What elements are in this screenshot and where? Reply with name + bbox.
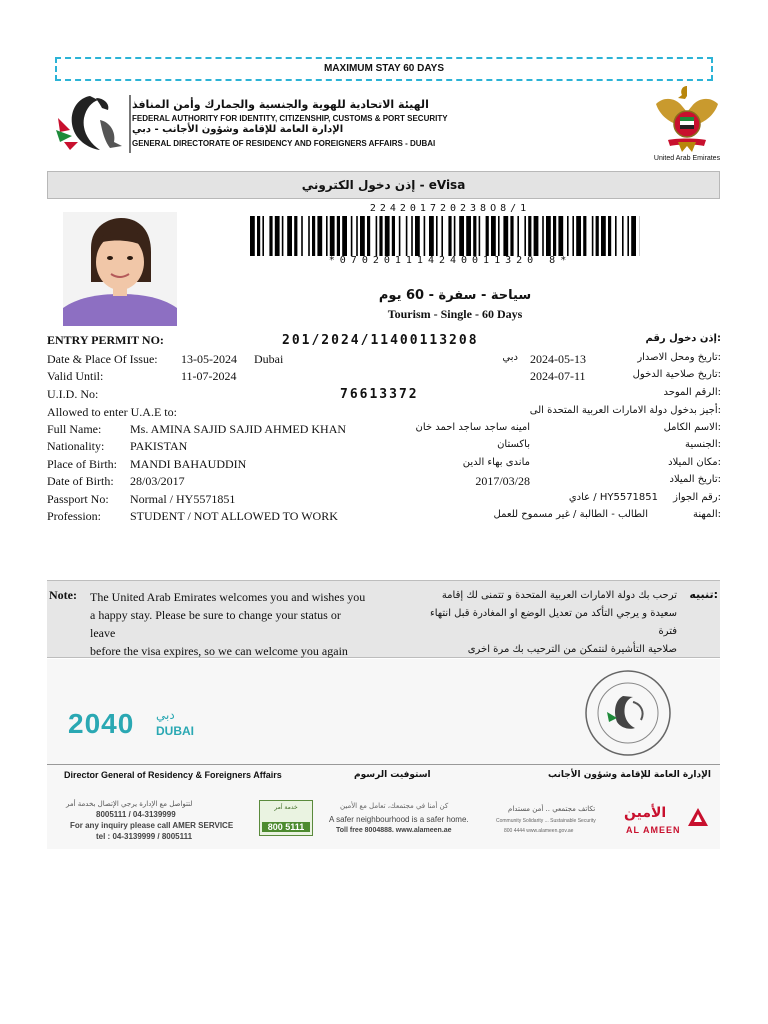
authority-divider <box>129 95 131 153</box>
barcode-top-number: 224201720238O8/1 <box>369 203 531 214</box>
valid-until-date-ar: 2024-07-11 <box>530 369 586 383</box>
note-label: Note: <box>49 588 77 602</box>
nationality-label: Nationality: <box>47 439 105 453</box>
uid-row <box>0 387 768 405</box>
community-slogan-en: Community Solidarity ... Sustainable Security <box>496 818 596 824</box>
passport-label: Passport No: <box>47 492 109 506</box>
visa-type-en: Tourism - Single - 60 Days <box>387 307 523 321</box>
profession-value-ar: الطالب - الطالبة / غير مسموح للعمل <box>493 509 648 520</box>
nationality-label-ar: الجنسية: <box>685 439 721 450</box>
profession-row <box>0 509 768 527</box>
uid-label: U.I.D. No: <box>47 387 99 401</box>
community-contact: 800 4444 www.alameen.gov.ae <box>504 828 574 834</box>
full-name-label: Full Name: <box>47 422 102 436</box>
place-of-birth-row <box>0 457 768 475</box>
profession-label-ar: المهنة: <box>693 509 721 520</box>
passport-label-ar: رقم الجواز: <box>673 492 721 503</box>
note-label-ar: تنبيه: <box>689 588 718 601</box>
amer-service-logo <box>259 800 313 836</box>
entry-permit-label-ar: إذن دخول رقم: <box>645 333 721 344</box>
dubai-logo-en: DUBAI <box>156 724 194 738</box>
barcode-bottom-number: *070201114240011320 8* <box>328 255 572 266</box>
community-slogan-ar: تكاتف مجتمعي .. أمن مستدام <box>508 805 596 813</box>
place-of-birth-label: Place of Birth: <box>47 457 117 471</box>
emblem-caption: United Arab Emirates <box>653 155 721 162</box>
nationality-value-ar: باكستان <box>497 439 530 450</box>
note-ar-line: صلاحية التأشيرة لنتمكن من الترحيب بك مرة اخرى <box>467 644 677 655</box>
ameen-slogan-en: A safer neighbourhood is a safer home. <box>329 815 469 824</box>
date-of-birth-label-ar: تاريخ الميلاد: <box>669 474 721 485</box>
entry-permit-row <box>0 333 768 351</box>
full-name-value: Ms. AMINA SAJID SAJID AHMED KHAN <box>130 422 347 436</box>
nationality-row <box>0 439 768 457</box>
directorate-name-ar: الإدارة العامة للإقامة وشؤون الأجانب - دبي <box>132 124 344 135</box>
nationality-value: PAKISTAN <box>130 439 188 453</box>
valid-until-date: 11-07-2024 <box>181 369 237 383</box>
ameen-slogan-ar: كن أمنا في مجتمعك، تعامل مع الأمين <box>340 802 449 810</box>
authority-name-ar: الهيئة الاتحادية للهوية والجنسية والجمارك وأمن المنافذ <box>132 98 429 111</box>
profession-label: Profession: <box>47 509 101 523</box>
valid-until-label: Valid Until: <box>47 369 104 383</box>
alameen-logo-en: AL AMEEN <box>626 825 681 835</box>
dubai-2040-logo: 2040 <box>68 708 135 739</box>
barcode <box>250 216 640 256</box>
uid-label-ar: الرقم الموحد: <box>663 387 721 398</box>
issue-date-ar: 2024-05-13 <box>530 352 586 366</box>
place-of-birth-label-ar: مكان الميلاد: <box>668 457 721 468</box>
entry-permit-number: 201/2024/11400113208 <box>282 333 479 348</box>
date-of-birth-label: Date of Birth: <box>47 474 114 488</box>
issue-place: Dubai <box>254 352 284 366</box>
fees-paid-label-ar: استوفيت الرسوم <box>354 770 431 780</box>
ameen-tollfree: Toll free 8004888. www.alameen.ae <box>336 827 452 834</box>
issue-place-ar: دبي <box>502 352 518 363</box>
valid-until-label-ar: تاريخ صلاحية الدخول: <box>632 369 721 380</box>
allowed-label: Allowed to enter U.A.E to: <box>47 405 177 419</box>
uae-emblem-icon <box>652 82 722 154</box>
date-of-birth-value-ar: 2017/03/28 <box>475 474 530 488</box>
passport-row <box>0 492 768 510</box>
note-en-line: The United Arab Emirates welcomes you and wishes you <box>90 590 366 604</box>
entry-permit-label: ENTRY PERMIT NO: <box>47 333 164 347</box>
note-ar-line: فترة <box>658 626 677 637</box>
note-en-line: a happy stay. Please be sure to change your status or <box>90 608 341 622</box>
directorate-name-en: GENERAL DIRECTORATE OF RESIDENCY AND FOREIGNERS AFFAIRS - DUBAI <box>132 139 436 148</box>
directorate-title-ar: الإدارة العامة للإقامة وشؤون الأجانب <box>548 770 711 780</box>
issue-date: 13-05-2024 <box>181 352 237 366</box>
note-ar-line: ترحب بك دولة الامارات العربية المتحدة و تتمنى لك إقامة <box>441 590 677 601</box>
applicant-photo <box>63 212 177 326</box>
valid-until-row <box>0 369 768 387</box>
note-en-line: before the visa expires, so we can welcome you again <box>90 644 348 658</box>
alameen-mark-icon <box>686 806 710 828</box>
amer-service-number: 800 5111 <box>262 822 310 832</box>
issue-row <box>0 352 768 370</box>
place-of-birth-value-ar: ماندى بهاء الدين <box>462 457 530 468</box>
dubai-logo-ar: دبي <box>156 708 175 722</box>
issue-label-ar: تاريخ ومحل الاصدار: <box>637 352 721 363</box>
note-text-en <box>90 588 380 660</box>
amer-contact-ar: لتتواصل مع الإدارة يرجي الإتصال بخدمة أمر <box>66 800 193 808</box>
amer-numbers: 8005111 / 04-3139999 <box>96 810 176 819</box>
note-ar-line: سعيدة و يرجي التأكد من تعديل الوضع او المغادرة قبل انتهاء <box>430 608 677 619</box>
max-stay-banner: MAXIMUM STAY 60 DAYS <box>55 57 713 81</box>
date-of-birth-row <box>0 474 768 492</box>
note-text-ar <box>387 587 677 659</box>
issue-label: Date & Place Of Issue: <box>47 352 158 366</box>
full-name-label-ar: الاسم الكامل: <box>663 422 721 433</box>
authority-name-en: FEDERAL AUTHORITY FOR IDENTITY, CITIZENSHIP, CUSTOMS & PORT SECURITY <box>132 114 448 123</box>
evisa-title-bar: إذن دخول الكتروني - eVisa <box>47 171 720 199</box>
falcon-logo-icon <box>50 90 128 156</box>
profession-value: STUDENT / NOT ALLOWED TO WORK <box>130 509 338 523</box>
amer-tel: tel : 04-3139999 / 8005111 <box>96 832 193 841</box>
allowed-row <box>0 405 768 423</box>
amer-contact-en: For any inquiry please call AMER SERVICE <box>70 821 234 830</box>
director-general-title: Director General of Residency & Foreigners Affairs <box>64 770 282 780</box>
passport-value-ar: عادي / HY5571851 <box>568 492 658 503</box>
official-stamp-icon <box>583 668 673 758</box>
uid-number: 76613372 <box>340 387 419 402</box>
visa-type-ar: سياحة - سفرة - 60 يوم <box>378 288 532 303</box>
note-box <box>47 580 720 658</box>
note-en-line: leave <box>90 626 116 640</box>
date-of-birth-value: 28/03/2017 <box>130 474 185 488</box>
full-name-row <box>0 422 768 440</box>
allowed-label-ar: أجيز بدخول دولة الامارات العربية المتحدة الى: <box>529 405 721 416</box>
alameen-logo-ar: الأمين <box>624 805 667 821</box>
passport-value: Normal / HY5571851 <box>130 492 236 506</box>
place-of-birth-value: MANDI BAHAUDDIN <box>130 457 247 471</box>
signature-divider <box>47 764 720 765</box>
amer-service-logo-text: خدمة أمر <box>274 804 298 811</box>
full-name-value-ar: امينه ساجد ساجد احمد خان <box>415 422 530 433</box>
